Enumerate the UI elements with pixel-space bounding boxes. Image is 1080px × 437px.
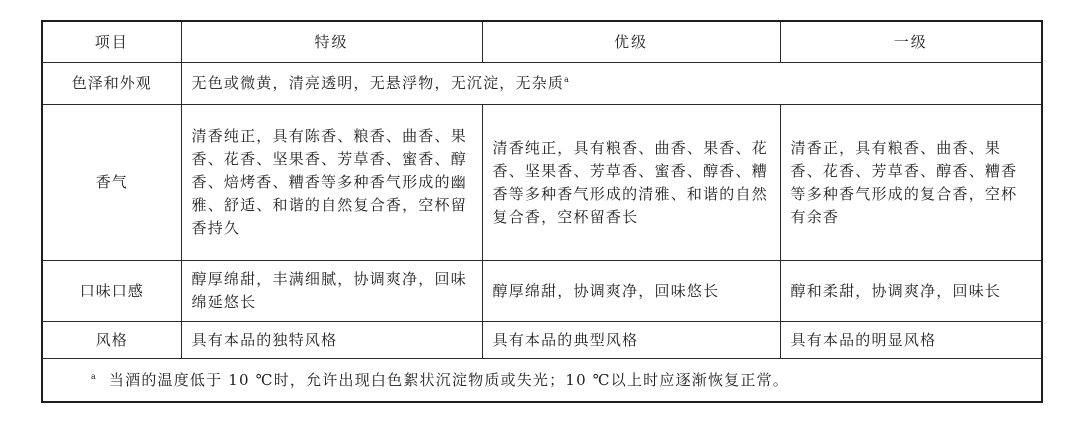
style-first: 具有本品的明显风格 <box>780 322 1042 359</box>
footnote-text: 当酒的温度低于 10 ℃时，允许出现白色絮状沉淀物质或失光；10 ℃以上时应逐渐恢复正常。 <box>108 370 789 389</box>
header-premium: 特级 <box>181 21 482 63</box>
row-label-appearance: 色泽和外观 <box>42 63 181 105</box>
table-row <box>42 322 1042 359</box>
aroma-superior: 清香纯正，具有粮香、曲香、果香、花香、坚果香、芳草香、蜜香、醇香、糟香等多种香气形成的清雅、和谐的自然复合香，空杯留香长 <box>482 105 780 261</box>
appearance-text: 无色或微黄，清亮透明，无悬浮物，无沉淀，无杂质 <box>191 74 565 92</box>
taste-first: 醇和柔甜，协调爽净，回味长 <box>780 261 1042 322</box>
row-label-taste: 口味口感 <box>42 261 181 322</box>
style-premium: 具有本品的独特风格 <box>181 322 482 359</box>
header-first: 一级 <box>780 21 1042 63</box>
quality-table <box>41 20 1043 403</box>
footnote-ref: a <box>564 75 571 84</box>
aroma-premium: 清香纯正，具有陈香、粮香、曲香、果香、花香、坚果香、芳草香、蜜香、醇香、焙烤香、糟香等多种香气形成的幽雅、舒适、和谐的自然复合香，空杯留香持久 <box>181 105 482 261</box>
footnote-marker: a <box>91 371 97 381</box>
header-superior: 优级 <box>482 21 780 63</box>
footnote-row <box>42 359 1042 403</box>
taste-premium: 醇厚绵甜，丰满细腻，协调爽净，回味绵延悠长 <box>181 261 482 322</box>
taste-superior: 醇厚绵甜，协调爽净，回味悠长 <box>482 261 780 322</box>
table-row <box>42 261 1042 322</box>
header-item: 项目 <box>42 21 181 63</box>
appearance-cell <box>181 63 1042 105</box>
header-row <box>42 21 1042 63</box>
footnote-cell <box>42 359 1042 403</box>
table-container <box>41 20 1041 403</box>
style-superior: 具有本品的典型风格 <box>482 322 780 359</box>
row-label-style: 风格 <box>42 322 181 359</box>
table-row <box>42 63 1042 105</box>
table-row <box>42 105 1042 261</box>
row-label-aroma: 香气 <box>42 105 181 261</box>
aroma-first: 清香正，具有粮香、曲香、果香、花香、芳草香、醇香、糟香等多种香气形成的复合香，空杯有余香 <box>780 105 1042 261</box>
